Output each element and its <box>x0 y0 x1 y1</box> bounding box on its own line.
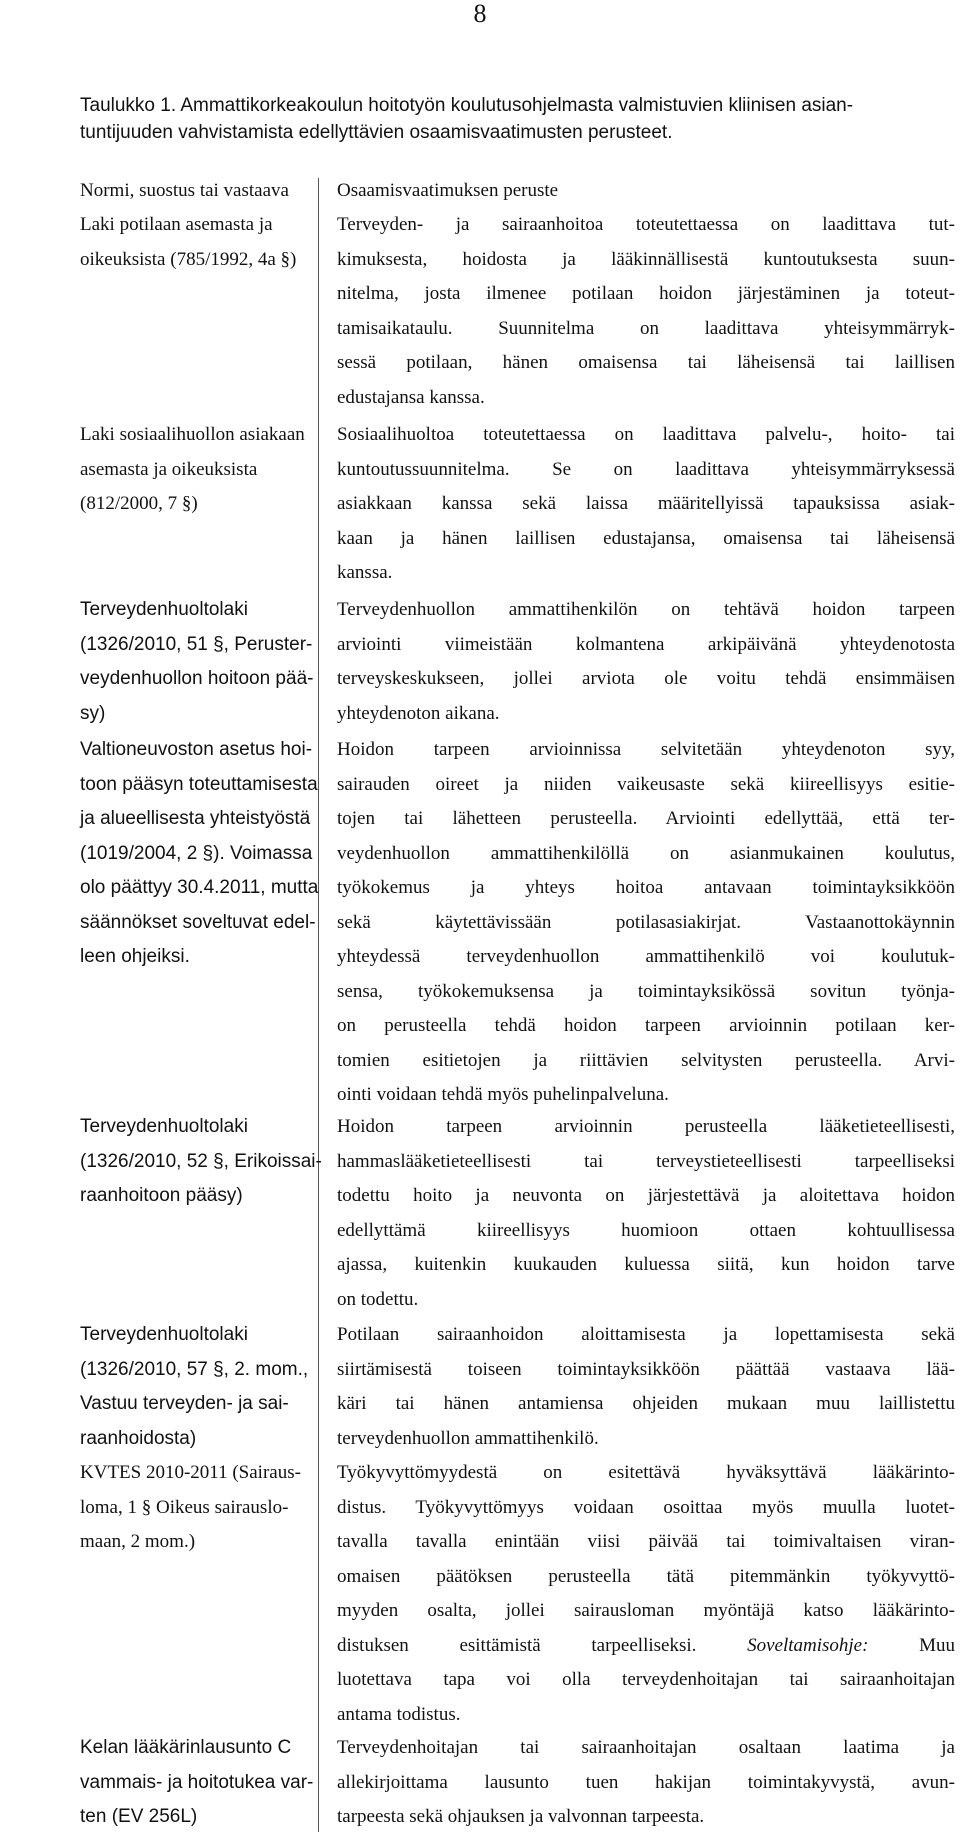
basis-cell: Sosiaalihuoltoa toteutettaessa on laadittava palvelu-, hoito- tai kuntoutussuunnitelma. Se on laadittava yhteisymmärryksessä asiakkaan kanssa sekä laissa määritellyissä tapauksissa asiak- kaan ja hänen laillisen edustajansa, omaisensa tai läheisensä kanssa. <box>337 424 955 583</box>
norm-cell: KVTES 2010-2011 (Sairaus- loma, 1 § Oikeus sairauslo- maan, 2 mom.) <box>80 1462 301 1552</box>
basis-cell: Hoidon tarpeen arvioinnissa selvitetään yhteydenoton syy, sairauden oireet ja niiden vaikeusaste sekä kiireellisyys esitie- tojen tai lähetteen perusteella. Arviointi edellyttää, että ter- veydenhuollon ammattihenkilöllä on asianmukainen koulutus, työkokemus ja yhteys hoitoa antavaan toimintayksikköön sekä käytettävissään potilasasiakirjat. Vastaanottokäynnin yhteydessä terveydenhuollon ammattihenkilö voi koulutuk- sensa, työkokemuksensa ja toimintayksikössä sovitun työnja- on perusteella tehdä hoidon tarpeen arvioinnin potilaan ker- tomien esitietojen ja riittävien selvitysten perusteella. Arvi- ointi voidaan tehdä myös puhelinpalveluna. <box>337 739 955 1105</box>
header-basis: Osaamisvaatimuksen peruste <box>337 180 559 201</box>
table-caption <box>80 92 920 146</box>
header-norm: Normi, suostus tai vastaava <box>80 180 289 201</box>
norm-cell: Terveydenhuoltolaki (1326/2010, 52 §, Erikoissai- raanhoitoon pääsy) <box>80 1116 322 1206</box>
basis-cell: Terveydenhoitajan tai sairaanhoitajan osaltaan laatima ja allekirjoittama lausunto tuen hakijan toimintakyvystä, avun- tarpeesta sekä ohjauksen ja valvonnan tarpeesta. <box>337 1737 955 1827</box>
basis-cell: Terveyden- ja sairaanhoitoa toteutettaessa on laadittava tut- kimuksesta, hoidosta ja lääkinnällisestä kuntoutuksesta suun- nitelma, josta ilmenee potilaan hoidon järjestäminen ja toteut- tamisaikataulu. Suunnitelma on laadittava yhteisymmärryk- sessä potilaan, hänen omaisensa tai läheisensä tai laillisen edustajansa kanssa. <box>337 214 955 408</box>
caption-line: tuntijuuden vahvistamista edellyttävien osaamisvaatimusten perusteet. <box>80 122 673 143</box>
norm-cell: Kelan lääkärinlausunto C vammais- ja hoitotukea var- ten (EV 256L) <box>80 1737 314 1827</box>
caption-line: Taulukko 1. Ammattikorkeakoulun hoitotyön koulutusohjelmasta valmistuvien kliinisen asian- <box>80 95 854 116</box>
basis-cell: Potilaan sairaanhoidon aloittamisesta ja lopettamisesta sekä siirtämisestä toiseen toimintayksikköön päättää vastaava lää- käri tai hänen antamiensa ohjeiden mukaan muu laillistettu terveydenhuollon ammattihenkilö. <box>337 1324 955 1449</box>
basis-cell: Työkyvyttömyydestä on esitettävä hyväksyttävä lääkärinto- distus. Työkyvyttömyys voidaan osoittaa myös muulla luotet- tavalla tavalla enintään viisi päivää tai toimivaltaisen viran- omaisen päätöksen perusteella tätä pitemmänkin työkyvyttö- myyden osalta, jollei sairausloman myöntäjä katso lääkärinto- distuksen esittämistä tarpeelliseksi. Soveltamisohje: Muu luotettava tapa voi olla terveydenhoitajan tai sairaanhoitajan antama todistus. <box>337 1462 956 1725</box>
norm-cell: Terveydenhuoltolaki (1326/2010, 51 §, Peruster- veydenhuollon hoitoon pää- sy) <box>80 599 314 724</box>
norm-cell: Valtioneuvoston asetus hoi- toon pääsyn toteuttamisesta ja alueellisesta yhteistyöstä (1019/2004, 2 §). Voimassa olo päättyy 30.4.2011, mutta säännökset soveltuvat edel- leen ohjeiksi. <box>80 739 319 967</box>
basis-cell: Hoidon tarpeen arvioinnin perusteella lääketieteellisesti, hammaslääketieteellisesti tai terveystieteellisesti tarpeelliseksi todettu hoito ja neuvonta on järjestettävä ja aloitettava hoidon edellyttämä kiireellisyys huomioon ottaen kohtuullisessa ajassa, kuitenkin kuukauden kuluessa siitä, kun hoidon tarve on todettu. <box>337 1116 955 1310</box>
page-number: 8 <box>473 0 487 28</box>
norm-cell: Laki sosiaalihuollon asiakaan asemasta ja oikeuksista (812/2000, 7 §) <box>80 424 305 514</box>
italic-note-label: Soveltamisohje: <box>747 1634 869 1656</box>
basis-cell: Terveydenhuollon ammattihenkilön on tehtävä hoidon tarpeen arviointi viimeistään kolmantena arkipäivänä yhteydenotosta terveyskeskukseen, jollei arviota ole voitu tehdä ensimmäisen yhteydenoton aikana. <box>337 599 955 724</box>
norm-cell: Terveydenhuoltolaki (1326/2010, 57 §, 2. mom., Vastuu terveyden- ja sai- raanhoidosta) <box>80 1324 309 1449</box>
norm-cell: Laki potilaan asemasta ja oikeuksista (785/1992, 4a §) <box>80 214 297 270</box>
column-divider <box>318 178 319 1832</box>
